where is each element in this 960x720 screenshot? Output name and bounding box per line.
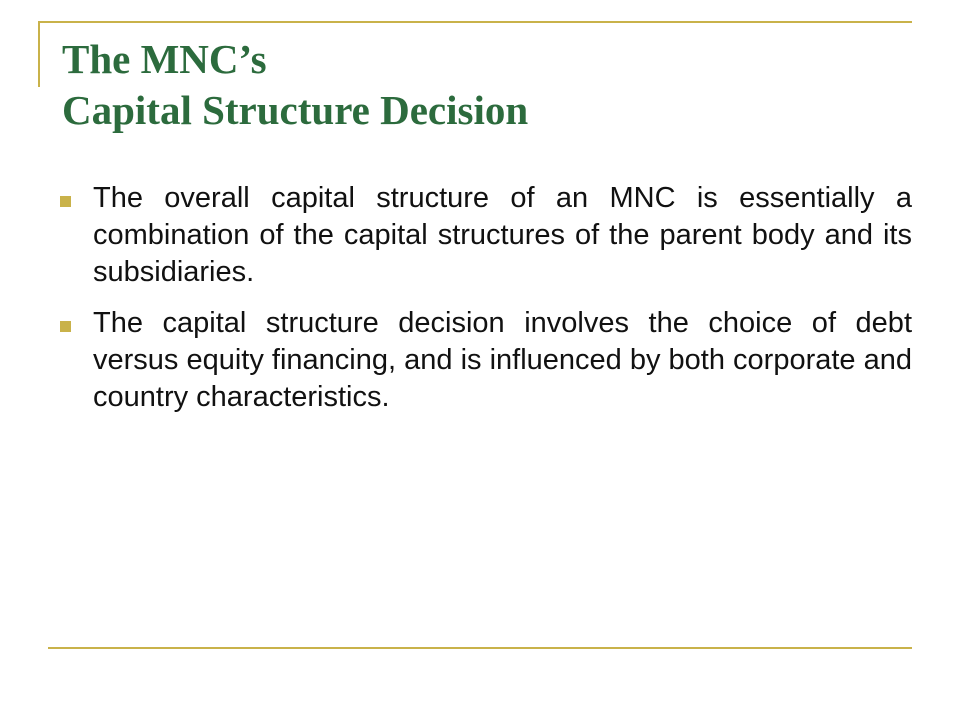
- left-rule: [38, 21, 40, 87]
- bullet-text-2: The capital structure decision involves the choice of debt versus equity financing, and is influenced by both corporate and country characteristics.: [93, 307, 912, 413]
- square-bullet-icon: [60, 196, 71, 207]
- top-rule: [38, 21, 912, 23]
- bottom-rule: [48, 647, 912, 649]
- bullet-item-2: [60, 305, 912, 416]
- bullet-item-1: [60, 180, 912, 291]
- bullet-list: [60, 180, 912, 430]
- slide-title: [62, 34, 528, 136]
- square-bullet-icon: [60, 321, 71, 332]
- title-line-2: Capital Structure Decision: [62, 87, 529, 133]
- title-line-1: The MNC’s: [62, 36, 267, 82]
- bullet-text-1: The overall capital structure of an MNC is essentially a combination of the capital structures of the parent body and its subsidiaries.: [93, 182, 912, 288]
